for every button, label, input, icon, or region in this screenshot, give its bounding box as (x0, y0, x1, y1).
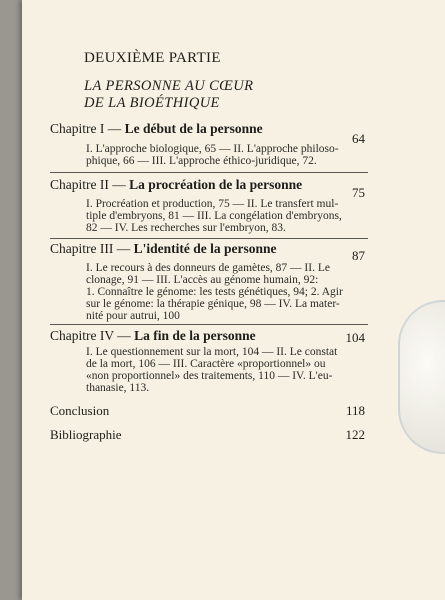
part-subtitle-line2: DE LA BIOÉTHIQUE (84, 95, 220, 111)
chapter-4-title: La fin de la personne (134, 328, 256, 343)
chapter-2-line: 82 — IV. Les recherches sur l'embryon, 83. (86, 222, 286, 234)
chapter-3-line: clonage, 91 — III. L'accès au génome humain, 92: (86, 274, 319, 286)
conclusion-label: Conclusion (50, 403, 110, 418)
chapter-separator-rule (50, 172, 368, 173)
chapter-3-heading: Chapitre III — L'identité de la personne (50, 241, 277, 256)
chapter-2-label: Chapitre II (50, 177, 109, 192)
chapter-3-line: I. Le recours à des donneurs de gamètes, 87 — II. Le (86, 262, 330, 274)
chapter-2-page: 75 (352, 185, 365, 200)
chapter-3-line: nité pour autrui, 100 (86, 310, 180, 322)
chapter-4-line: I. Le questionnement sur la mort, 104 — II. Le constat (86, 346, 338, 358)
chapter-1-line: phique, 66 — III. L'approche éthico-juridique, 72. (86, 155, 317, 167)
chapter-3-line: 1. Connaître le génome: les tests génétiques, 94; 2. Agir (86, 286, 343, 298)
bibliography-page: 122 (345, 427, 365, 442)
part-title: DEUXIÈME PARTIE (84, 50, 221, 66)
chapter-separator-rule (50, 238, 368, 239)
chapter-2-title: La procréation de la personne (129, 177, 303, 192)
chapter-4-page: 104 (345, 330, 365, 345)
conclusion-page: 118 (345, 403, 365, 418)
chapter-3-page: 87 (352, 248, 365, 263)
chapter-separator-rule (50, 324, 368, 325)
chapter-4-line: «non proportionnel» des traitements, 110 — IV. L'eu- (86, 370, 333, 382)
chapter-2-heading: Chapitre II — La procréation de la personne (50, 177, 303, 192)
chapter-4-contents (86, 346, 356, 394)
chapter-1-line: I. L'approche biologique, 65 — II. L'approche philoso- (86, 143, 339, 155)
chapter-1-heading: Chapitre I — Le début de la personne (50, 121, 263, 136)
chapter-4-heading: Chapitre IV — La fin de la personne (50, 328, 256, 343)
chapter-1-page: 64 (352, 131, 365, 146)
chapter-1-title: Le début de la personne (124, 121, 263, 136)
chapter-3-line: sur le génome: la thérapie génique, 98 — IV. La mater- (86, 298, 340, 310)
part-subtitle-line1: LA PERSONNE AU CŒUR (84, 78, 254, 94)
chapter-3-label: Chapitre III (50, 241, 114, 256)
chapter-2-contents (86, 198, 356, 234)
chapter-3-title: L'identité de la personne (133, 241, 277, 256)
chapter-4-line: de la mort, 106 — III. Caractère «proportionnel» ou (86, 358, 326, 370)
chapter-1-label: Chapitre I (50, 121, 105, 136)
chapter-1-contents (86, 143, 356, 167)
chapter-3-contents (86, 262, 356, 322)
bibliography-label: Bibliographie (50, 427, 122, 442)
chapter-4-label: Chapitre IV (50, 328, 114, 343)
chapter-4-line: thanasie, 113. (86, 382, 150, 394)
chapter-2-line: I. Procréation et production, 75 — II. Le transfert mul- (86, 198, 339, 210)
magnifier-lens (398, 300, 445, 454)
chapter-2-line: tiple d'embryons, 81 — III. La congélation d'embryons, (86, 210, 342, 222)
adjacent-page-edge (0, 0, 22, 600)
